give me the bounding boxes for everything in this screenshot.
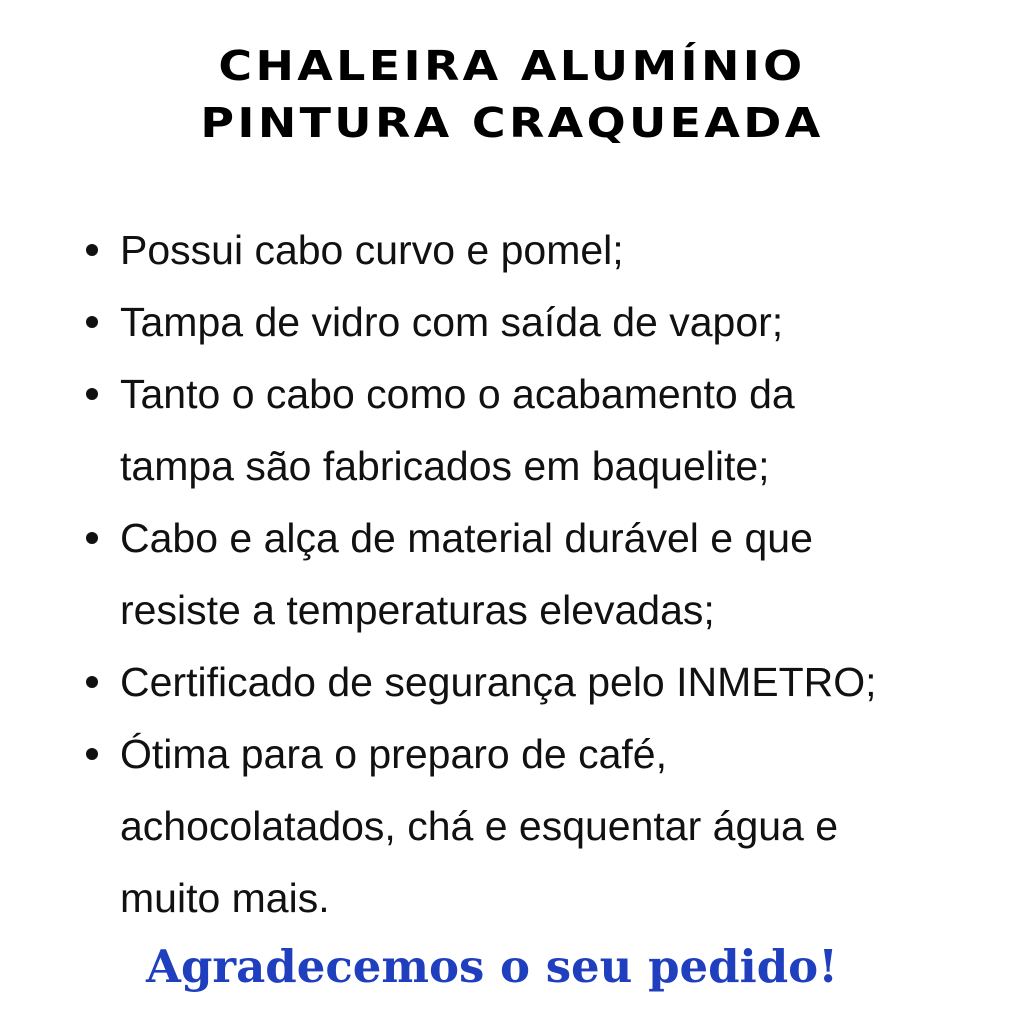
- page-title: [0, 38, 1024, 152]
- list-item-line: resiste a temperaturas elevadas;: [120, 587, 715, 633]
- title-line-1: CHALEIRA ALUMÍNIO: [218, 42, 806, 90]
- bullet-icon: [86, 676, 98, 688]
- bullet-icon: [86, 748, 98, 760]
- list-item-text: [120, 718, 838, 934]
- list-item-line: muito mais.: [120, 875, 330, 921]
- list-item-text: [120, 358, 795, 502]
- title-line-2: PINTURA CRAQUEADA: [200, 99, 824, 147]
- list-item-text: [120, 502, 813, 646]
- list-item: [80, 718, 1010, 934]
- list-item: [80, 502, 1010, 646]
- bullet-icon: [86, 244, 98, 256]
- list-item-line: achocolatados, chá e esquentar água e: [120, 803, 839, 849]
- list-item-line: tampa são fabricados em baquelite;: [120, 443, 770, 489]
- list-item-text: [120, 286, 783, 358]
- bullet-icon: [86, 388, 98, 400]
- list-item: [80, 286, 1010, 358]
- list-item: [80, 646, 1010, 718]
- list-item-line: Tampa de vidro com saída de vapor;: [120, 299, 784, 345]
- list-item-line: Cabo e alça de material durável e que: [120, 515, 813, 561]
- list-item-line: Certificado de segurança pelo INMETRO;: [120, 659, 877, 705]
- list-item: [80, 358, 1010, 502]
- list-item-line: Tanto o cabo como o acabamento da: [120, 371, 795, 417]
- bullet-icon: [86, 316, 98, 328]
- feature-list: [80, 214, 1010, 934]
- thank-you-message: Agradecemos o seu pedido!: [146, 940, 838, 993]
- list-item-text: [120, 646, 877, 718]
- list-item-line: Possui cabo curvo e pomel;: [120, 227, 624, 273]
- list-item: [80, 214, 1010, 286]
- bullet-icon: [86, 532, 98, 544]
- list-item-line: Ótima para o preparo de café,: [120, 731, 667, 777]
- list-item-text: [120, 214, 624, 286]
